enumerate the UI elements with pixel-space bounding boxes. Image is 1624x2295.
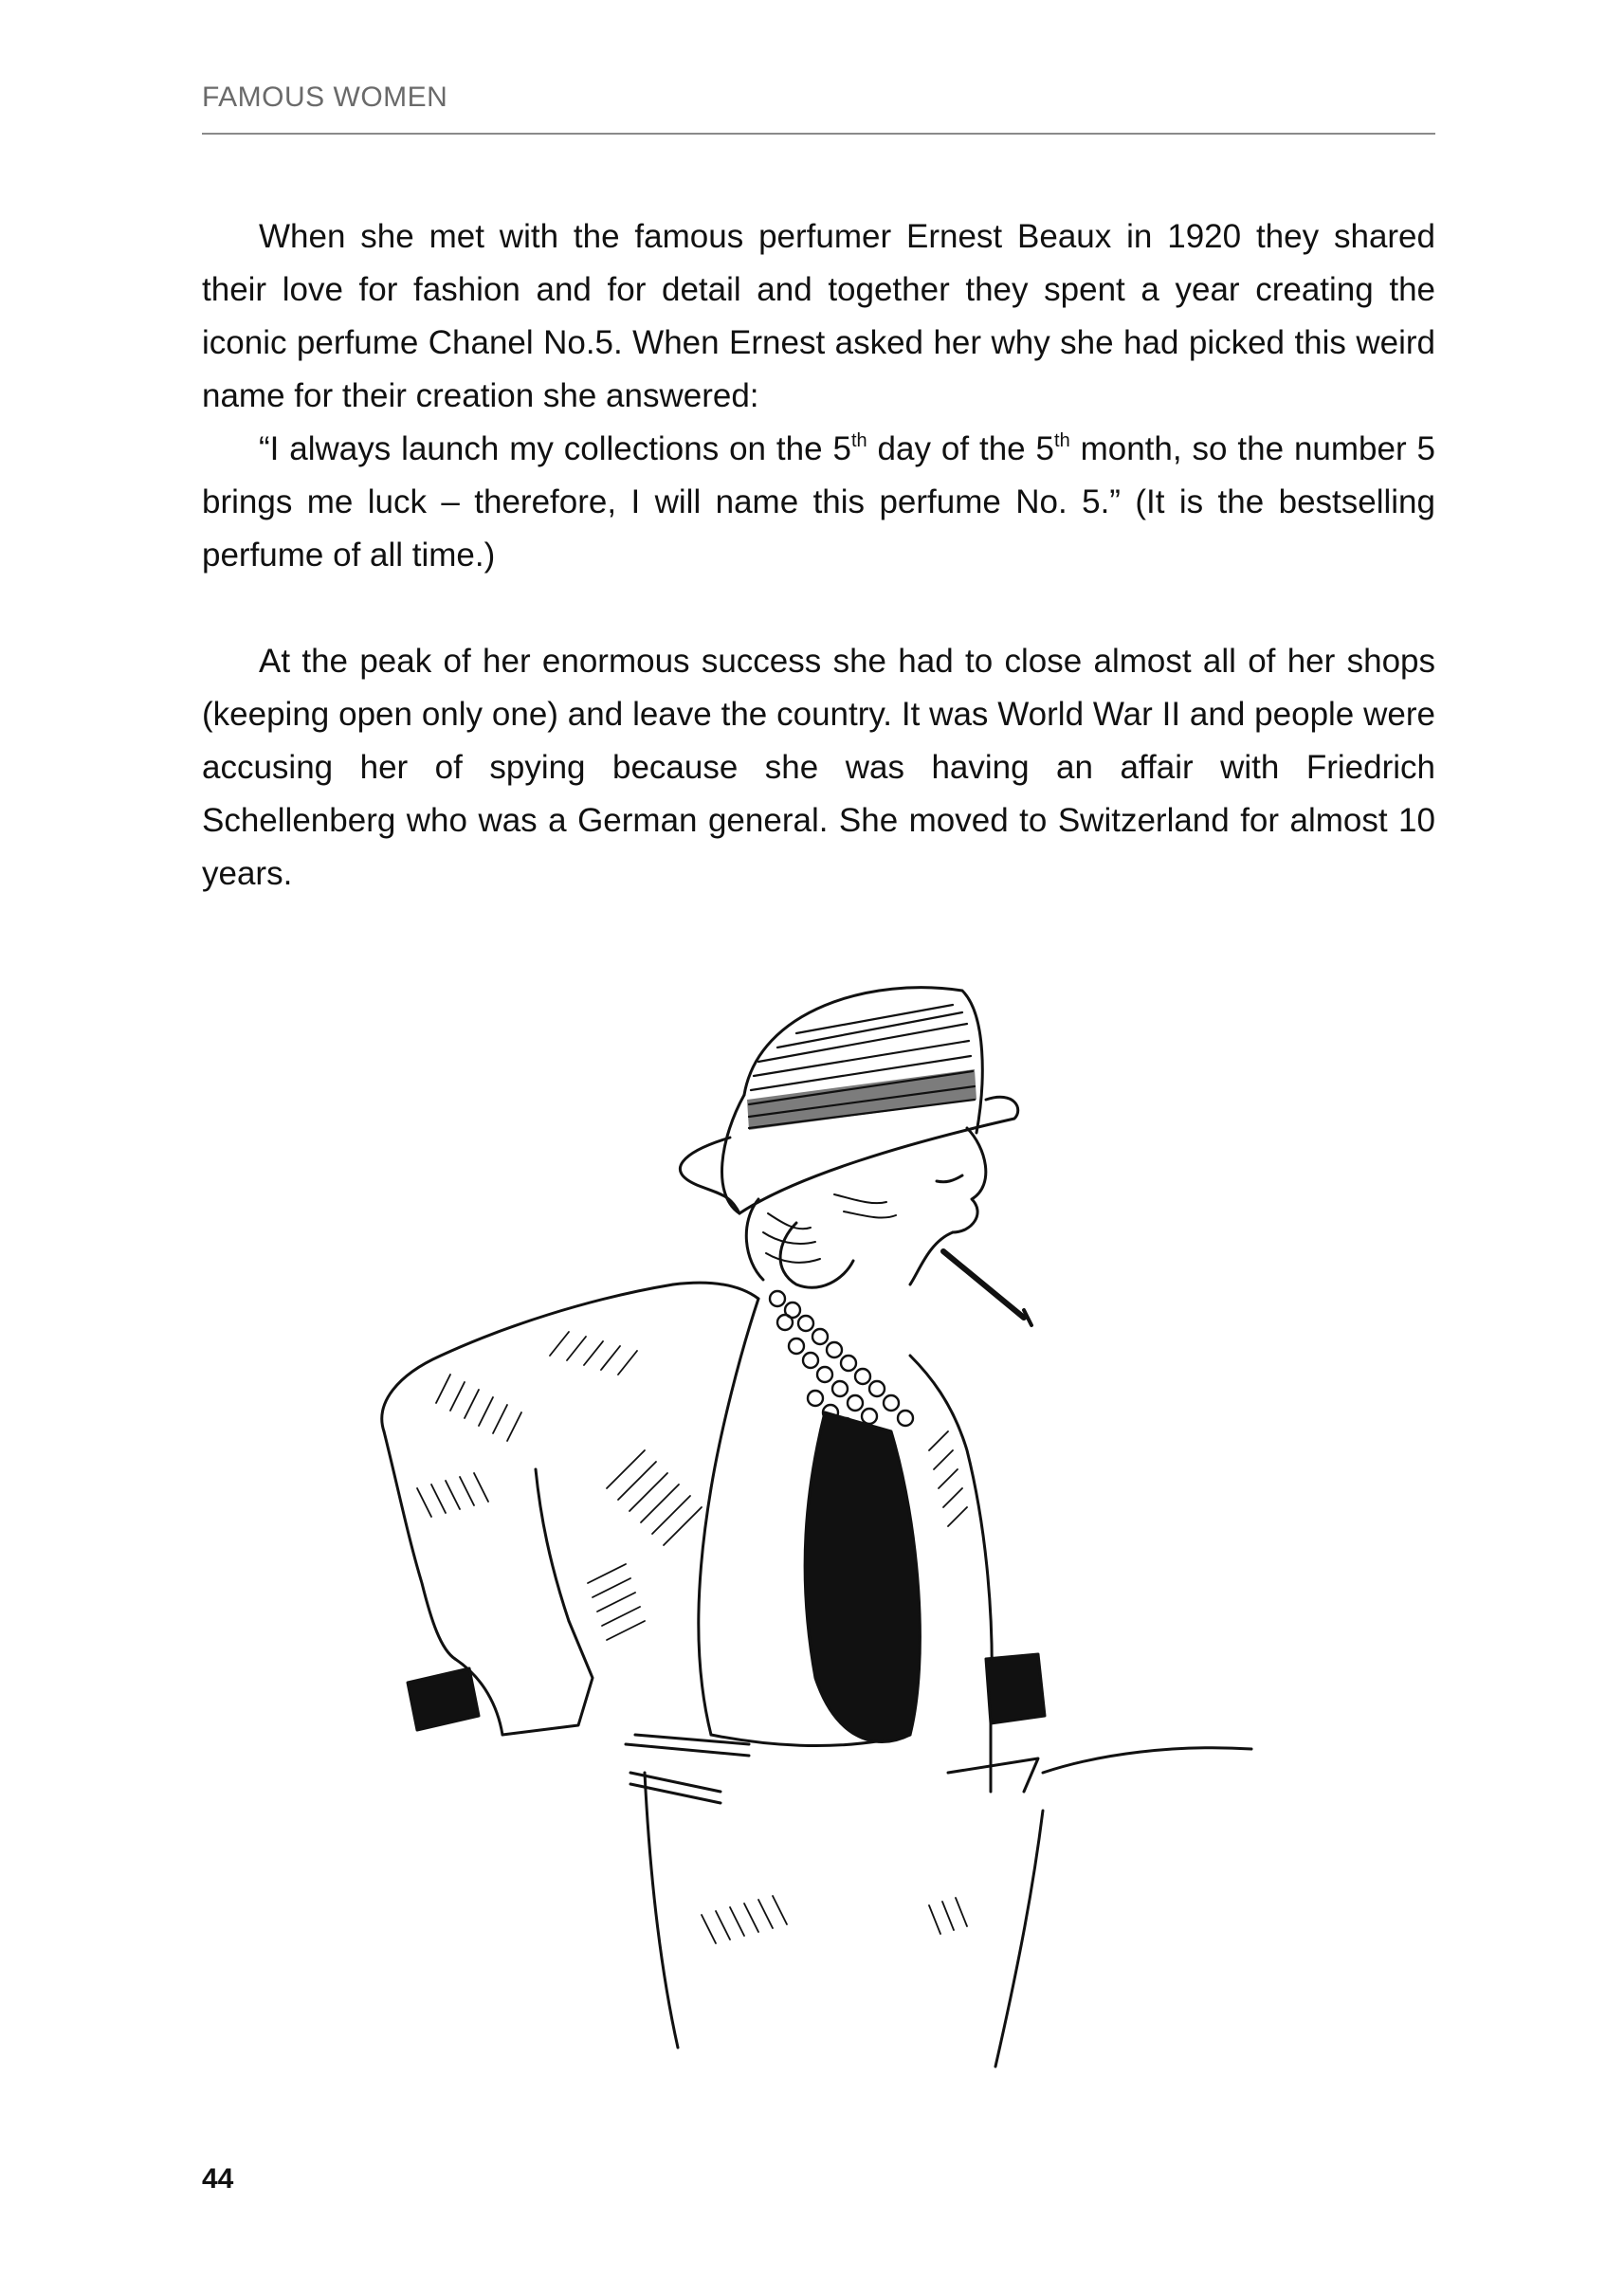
hat-drawing [680,988,1017,1213]
quote-part-c: month, so the number 5 brings me luck – therefore, I will name this perfume No. 5.” (It is the bestselling perfume of all time.) [202,430,1436,574]
ordinal-suffix: th [1054,430,1070,451]
quote-part-a: “I always launch my collections on the 5 [259,430,851,467]
paragraph-quote [202,423,1435,582]
paragraph-war: At the peak of her enormous success she had to close almost all of her shops (keeping open only one) and leave the country. It was World War II and people were accusing her of spying because she was having an affair with Friedrich Schellenberg who was a German general. She moved to Switzerland for almost 10 years. [202,643,1435,892]
body-text [202,210,1435,901]
paragraph-perfumer: When she met with the famous perfumer Ernest Beaux in 1920 they shared their love for fashion and for detail and together they spent a year creating the iconic perfume Chanel No.5. When Ernest asked her why she had picked this weird name for their creation she answered: [202,218,1435,414]
header-rule [202,133,1435,135]
face-drawing [746,1128,1031,1325]
portrait-illustration [265,957,1270,2086]
running-head: FAMOUS WOMEN [202,82,448,113]
pearl-necklace [770,1291,913,1433]
jacket-drawing [382,1283,1251,2067]
quote-part-b: day of the 5 [867,430,1055,467]
page-number: 44 [202,2163,234,2195]
ordinal-suffix: th [850,430,867,451]
